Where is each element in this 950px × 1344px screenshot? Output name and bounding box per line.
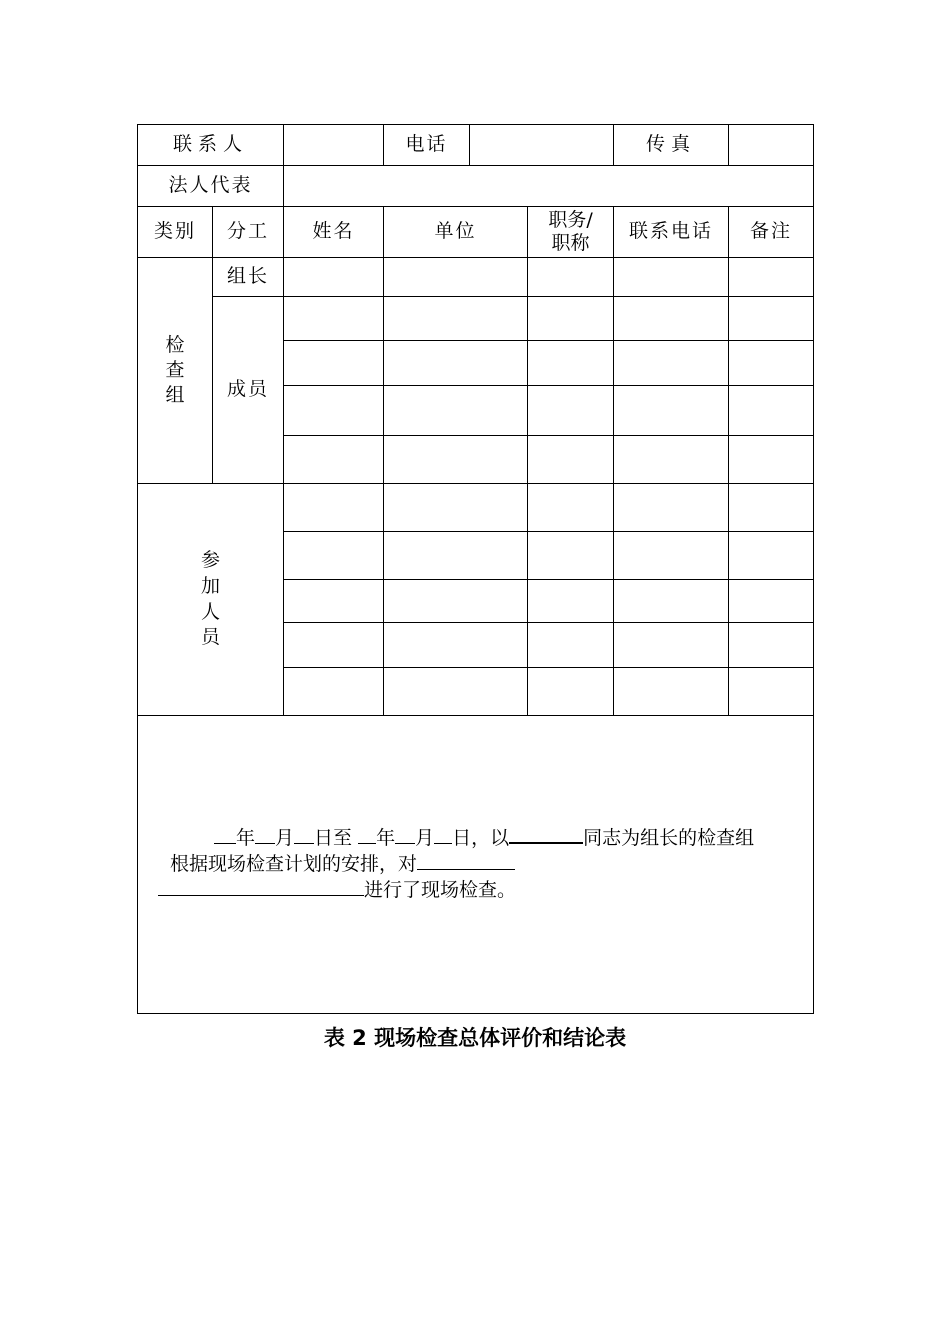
inspection-table (137, 124, 814, 1014)
table-cell[interactable] (284, 341, 384, 386)
table-cell[interactable] (528, 580, 614, 623)
plan-text: 根据现场检查计划的安排，对 (170, 853, 418, 875)
participants-label-cell (138, 484, 284, 716)
blank-year-2[interactable] (358, 825, 376, 844)
table-cell[interactable] (614, 623, 729, 668)
blank-target-2[interactable] (158, 877, 364, 896)
blank-target-1[interactable] (417, 851, 515, 870)
table-cell[interactable] (614, 436, 729, 484)
inspection-form (137, 124, 813, 1012)
table-caption: 表 2 现场检查总体评价和结论表 (323, 1026, 627, 1050)
year-text: 年 (376, 827, 396, 849)
statement-cell (138, 716, 814, 1014)
table-cell[interactable] (384, 668, 528, 716)
leader-phrase-text: 同志为组长的检查组 (583, 827, 755, 849)
table-cell[interactable] (614, 341, 729, 386)
header-unit: 单位 (384, 207, 528, 258)
table-cell[interactable] (284, 484, 384, 532)
table-cell[interactable] (528, 623, 614, 668)
table-cell[interactable] (528, 532, 614, 580)
statement-line-2 (158, 851, 808, 877)
fax-label: 传真 (614, 125, 729, 166)
phone-label: 电话 (384, 125, 470, 166)
blank-year-1[interactable] (214, 825, 236, 844)
table-cell[interactable] (284, 297, 384, 341)
table-cell[interactable] (729, 258, 814, 297)
table-cell[interactable] (729, 341, 814, 386)
table-cell[interactable] (384, 341, 528, 386)
table-cell[interactable] (729, 297, 814, 341)
header-role: 分工 (213, 207, 284, 258)
inspection-group-label-cell (138, 258, 213, 484)
table-cell[interactable] (729, 436, 814, 484)
table-cell[interactable] (284, 532, 384, 580)
contact-person-label: 联系人 (138, 125, 284, 166)
table-cell[interactable] (528, 484, 614, 532)
table-cell[interactable] (384, 580, 528, 623)
month-text: 月 (275, 827, 295, 849)
table-cell[interactable] (729, 668, 814, 716)
table-cell[interactable] (729, 484, 814, 532)
table-cell[interactable] (729, 532, 814, 580)
table-cell[interactable] (528, 436, 614, 484)
table-cell[interactable] (528, 297, 614, 341)
participants-label: 参加人员 (201, 549, 221, 649)
blank-day-2[interactable] (434, 825, 452, 844)
phone-value[interactable] (470, 125, 614, 166)
table-cell[interactable] (384, 532, 528, 580)
header-category: 类别 (138, 207, 213, 258)
header-title (528, 207, 614, 258)
month-text: 月 (415, 827, 435, 849)
header-remarks: 备注 (729, 207, 814, 258)
header-name: 姓名 (284, 207, 384, 258)
table-cell[interactable] (729, 580, 814, 623)
table-cell[interactable] (384, 297, 528, 341)
table-cell[interactable] (284, 668, 384, 716)
table-cell[interactable] (384, 258, 528, 297)
table-cell[interactable] (284, 623, 384, 668)
legal-rep-value[interactable] (284, 166, 814, 207)
table-cell[interactable] (614, 258, 729, 297)
contact-person-value[interactable] (284, 125, 384, 166)
table-cell[interactable] (729, 623, 814, 668)
table-cell[interactable] (384, 436, 528, 484)
table-cell[interactable] (384, 484, 528, 532)
blank-month-1[interactable] (255, 825, 275, 844)
table-cell[interactable] (284, 258, 384, 297)
blank-day-1[interactable] (294, 825, 314, 844)
inspection-group-label: 检查组 (165, 334, 185, 406)
table-cell[interactable] (729, 386, 814, 436)
table-cell[interactable] (284, 580, 384, 623)
header-title-text: 职务/职称 (548, 208, 593, 254)
table-cell[interactable] (528, 668, 614, 716)
table-cell[interactable] (614, 484, 729, 532)
table-cell[interactable] (384, 623, 528, 668)
statement-line-3 (158, 877, 808, 903)
blank-leader-name[interactable] (509, 824, 583, 844)
table-cell[interactable] (284, 436, 384, 484)
table-cell[interactable] (614, 297, 729, 341)
header-contact-phone: 联系电话 (614, 207, 729, 258)
year-text: 年 (236, 827, 256, 849)
day-text: 日，以 (452, 827, 510, 849)
table-cell[interactable] (284, 386, 384, 436)
group-leader-label: 组长 (213, 258, 284, 297)
table-cell[interactable] (614, 668, 729, 716)
day-to-text: 日至 (314, 827, 353, 849)
table-cell[interactable] (528, 258, 614, 297)
conducted-text: 进行了现场检查。 (364, 879, 517, 901)
table-cell[interactable] (528, 341, 614, 386)
table-cell[interactable] (614, 580, 729, 623)
statement-line-1 (158, 824, 808, 851)
table-cell[interactable] (528, 386, 614, 436)
statement-text (158, 824, 808, 903)
group-members-label: 成员 (213, 297, 284, 484)
blank-month-2[interactable] (395, 825, 415, 844)
table-cell[interactable] (614, 386, 729, 436)
fax-value[interactable] (729, 125, 814, 166)
table-cell[interactable] (614, 532, 729, 580)
table-cell[interactable] (384, 386, 528, 436)
legal-rep-label: 法人代表 (138, 166, 284, 207)
